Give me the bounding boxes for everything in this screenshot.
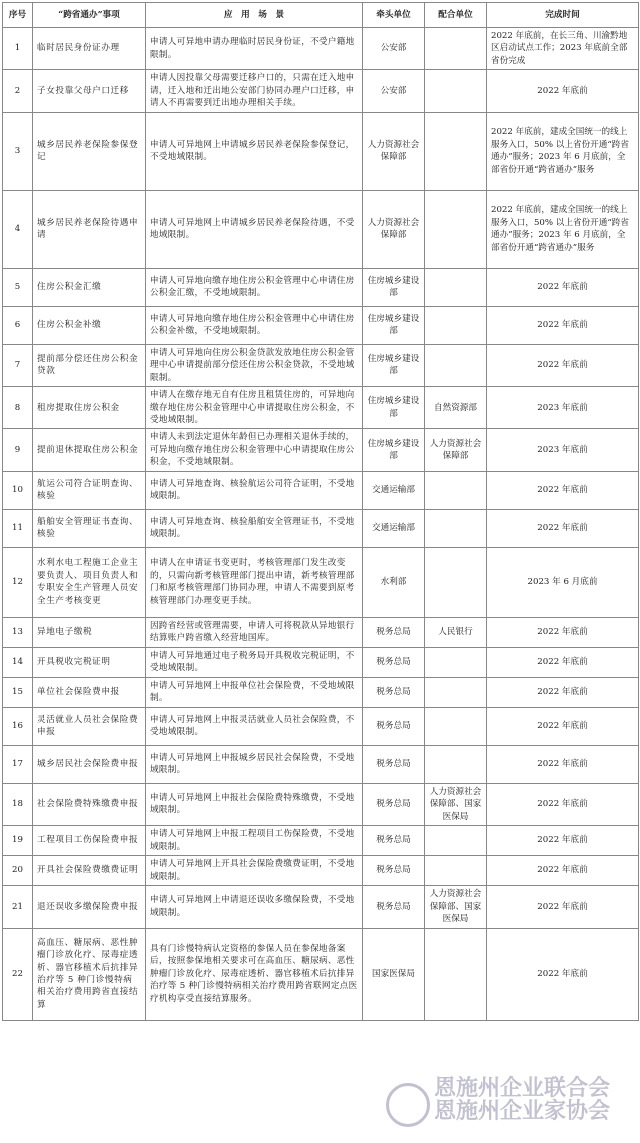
table-row xyxy=(3,429,639,471)
table-cell-scene: 申请人可异地网上申请城乡居民养老保险待遇，不受地域限制。 xyxy=(146,190,363,268)
table-cell-scene: 具有门诊慢特病认定资格的参保人员在参保地备案后，按照参保地相关要求可在高血压、糖尿病、恶性肿瘤门诊放化疗、尿毒症透析、器官移植术后抗排异治疗等 5 种门诊慢特病相关治疗费用跨省联网定点医疗机构享受直接结算服务。 xyxy=(146,928,363,1020)
table-cell-coop xyxy=(425,647,487,677)
table-cell-lead: 水利部 xyxy=(363,547,425,617)
table-cell-lead: 税务总局 xyxy=(363,707,425,745)
table-cell-lead: 税务总局 xyxy=(363,826,425,856)
table-cell-lead: 税务总局 xyxy=(363,617,425,647)
table-cell-time: 2022 年底前 xyxy=(487,509,639,547)
table-cell-lead: 住房城乡建设部 xyxy=(363,387,425,429)
table-cell-lead: 国家医保局 xyxy=(363,928,425,1020)
table-cell-time: 2022 年底前 xyxy=(487,471,639,509)
table-cell-scene: 申请人在申请证书变更时，考核管理部门发生改变的，只需向新考核管理部门提出申请，新考核管理部门和原考核管理部门协同办理，申请人不需要到原考核管理部门办理变更手续。 xyxy=(146,547,363,617)
table-cell-coop: 人民银行 xyxy=(425,617,487,647)
table-cell-lead: 人力资源社会保障部 xyxy=(363,112,425,190)
table-cell-time: 2022 年底前 xyxy=(487,745,639,783)
table-cell-lead: 住房城乡建设部 xyxy=(363,429,425,471)
table-cell-item: 社会保险费特殊缴费申报 xyxy=(33,783,146,825)
table-cell-scene: 申请人可异地网上申报工程项目工伤保险费，不受地域限制。 xyxy=(146,826,363,856)
header-no: 序号 xyxy=(3,3,33,28)
table-cell-item: 开具社会保险费缴费证明 xyxy=(33,856,146,886)
table-cell-item: 城乡居民养老保险待遇申请 xyxy=(33,190,146,268)
table-cell-coop xyxy=(425,547,487,617)
table-cell-lead: 交通运输部 xyxy=(363,471,425,509)
table-cell-time: 2023 年底前 xyxy=(487,387,639,429)
table-cell-scene: 申请人可异地查询、核验船舶安全管理证书，不受地域限制。 xyxy=(146,509,363,547)
table-cell-coop xyxy=(425,344,487,386)
table-row xyxy=(3,509,639,547)
table-cell-scene: 申请人在缴存地无自有住房且租赁住房的，可异地向缴存地住房公积金管理中心申请提取住房公积金，不受地域限制。 xyxy=(146,387,363,429)
table-row xyxy=(3,826,639,856)
table-cell-time: 2022 年底前 xyxy=(487,886,639,928)
table-cell-no: 9 xyxy=(3,429,33,471)
table-cell-coop xyxy=(425,306,487,344)
table-cell-no: 8 xyxy=(3,387,33,429)
table-cell-lead: 税务总局 xyxy=(363,783,425,825)
table-cell-item: 租房提取住房公积金 xyxy=(33,387,146,429)
table-row xyxy=(3,387,639,429)
table-cell-item: 提前退休提取住房公积金 xyxy=(33,429,146,471)
table-cell-time: 2022 年底前 xyxy=(487,268,639,306)
watermark-line1: 恩施州企业联合会 xyxy=(433,1075,610,1101)
table-cell-time: 2022 年底前 xyxy=(487,70,639,112)
table-cell-no: 18 xyxy=(3,783,33,825)
table-cell-item: 提前部分偿还住房公积金贷款 xyxy=(33,344,146,386)
table-cell-time: 2023 年 6 月底前 xyxy=(487,547,639,617)
table-cell-no: 6 xyxy=(3,306,33,344)
table-cell-scene: 因跨省经营或管理需要，申请人可将税款从异地银行结算账户跨省缴入经营地国库。 xyxy=(146,617,363,647)
table-cell-coop xyxy=(425,471,487,509)
table-cell-lead: 税务总局 xyxy=(363,647,425,677)
table-row xyxy=(3,707,639,745)
table-row xyxy=(3,745,639,783)
table-cell-item: 工程项目工伤保险费申报 xyxy=(33,826,146,856)
table-row xyxy=(3,70,639,112)
table-cell-coop xyxy=(425,856,487,886)
table-cell-no: 19 xyxy=(3,826,33,856)
table-row xyxy=(3,471,639,509)
table-cell-scene: 申请人可异地网上申报单位社会保险费，不受地域限制。 xyxy=(146,677,363,707)
table-cell-item: 住房公积金补缴 xyxy=(33,306,146,344)
table-cell-coop xyxy=(425,509,487,547)
table-cell-time: 2022 年底前 xyxy=(487,677,639,707)
table-cell-item: 临时居民身份证办理 xyxy=(33,28,146,70)
table-cell-coop xyxy=(425,268,487,306)
table-cell-lead: 税务总局 xyxy=(363,745,425,783)
table-row xyxy=(3,306,639,344)
table-cell-item: 子女投靠父母户口迁移 xyxy=(33,70,146,112)
watermark xyxy=(434,1077,610,1123)
table-cell-time: 2022 年底前，建成全国统一的线上服务入口，50% 以上省份开通“跨省通办”服务；2023 年 6 月底前，全部省份开通“跨省通办”服务 xyxy=(487,190,639,268)
header-scene: 应 用 场 景 xyxy=(146,3,363,28)
table-cell-no: 5 xyxy=(3,268,33,306)
table-cell-scene: 申请人可异地网上申报灵活就业人员社会保险费，不受地域限制。 xyxy=(146,707,363,745)
table-cell-lead: 住房城乡建设部 xyxy=(363,344,425,386)
table-row xyxy=(3,886,639,928)
table-cell-time: 2022 年底前 xyxy=(487,783,639,825)
table-cell-time: 2022 年底前 xyxy=(487,344,639,386)
table-cell-time: 2022 年底前，在长三角、川渝黔地区启动试点工作；2023 年底前全部省份完成 xyxy=(487,28,639,70)
table-cell-item: 高血压、糖尿病、恶性肿瘤门诊放化疗、尿毒症透析、器官移植术后抗排异治疗等 5 种门诊慢特病相关治疗费用跨省直接结算 xyxy=(33,928,146,1020)
table-cell-item: 单位社会保险费申报 xyxy=(33,677,146,707)
table-cell-item: 异地电子缴税 xyxy=(33,617,146,647)
table-cell-time: 2022 年底前 xyxy=(487,856,639,886)
table-cell-item: 退还误收多缴保险费申报 xyxy=(33,886,146,928)
table-cell-lead: 住房城乡建设部 xyxy=(363,306,425,344)
table-row xyxy=(3,647,639,677)
table-cell-no: 15 xyxy=(3,677,33,707)
table-row xyxy=(3,344,639,386)
header-coop: 配合单位 xyxy=(425,3,487,28)
table-cell-time: 2022 年底前 xyxy=(487,826,639,856)
table-cell-scene: 申请人可异地向缴存地住房公积金管理中心申请住房公积金补缴，不受地域限制。 xyxy=(146,306,363,344)
table-cell-coop: 自然资源部 xyxy=(425,387,487,429)
table-cell-lead: 公安部 xyxy=(363,70,425,112)
table-cell-no: 13 xyxy=(3,617,33,647)
table-cell-time: 2022 年底前 xyxy=(487,617,639,647)
table-cell-item: 住房公积金汇缴 xyxy=(33,268,146,306)
table-cell-coop: 人力资源社会保障部、国家医保局 xyxy=(425,886,487,928)
table-cell-scene: 申请人可异地通过电子税务局开具税收完税证明，不受地域限制。 xyxy=(146,647,363,677)
header-lead: 牵头单位 xyxy=(363,3,425,28)
table-cell-lead: 税务总局 xyxy=(363,677,425,707)
table-cell-coop: 人力资源社会保障部、国家医保局 xyxy=(425,783,487,825)
table-cell-lead: 税务总局 xyxy=(363,886,425,928)
table-cell-no: 2 xyxy=(3,70,33,112)
watermark-logo-icon xyxy=(386,1083,430,1127)
table-cell-no: 14 xyxy=(3,647,33,677)
table-cell-time: 2022 年底前 xyxy=(487,647,639,677)
table-cell-lead: 交通运输部 xyxy=(363,509,425,547)
table-row xyxy=(3,928,639,1020)
table-cell-item: 航运公司符合证明查询、核验 xyxy=(33,471,146,509)
table-cell-scene: 申请人可异地向缴存地住房公积金管理中心申请住房公积金汇缴，不受地域限制。 xyxy=(146,268,363,306)
table-cell-scene: 申请人可异地向住房公积金贷款发放地住房公积金管理中心申请提前部分偿还住房公积金贷款，不受地域限制。 xyxy=(146,344,363,386)
table-cell-time: 2022 年底前 xyxy=(487,707,639,745)
table-row xyxy=(3,268,639,306)
table-cell-no: 7 xyxy=(3,344,33,386)
header-item: “跨省通办”事项 xyxy=(33,3,146,28)
table-cell-item: 灵活就业人员社会保险费申报 xyxy=(33,707,146,745)
table-row xyxy=(3,677,639,707)
table-cell-scene: 申请人可异地网上申请城乡居民养老保险参保登记，不受地域限制。 xyxy=(146,112,363,190)
table-cell-no: 1 xyxy=(3,28,33,70)
table-cell-no: 22 xyxy=(3,928,33,1020)
table-cell-lead: 人力资源社会保障部 xyxy=(363,190,425,268)
table-row xyxy=(3,856,639,886)
header-time: 完成时间 xyxy=(487,3,639,28)
table-cell-scene: 申请人可异地网上申报城乡居民社会保险费，不受地域限制。 xyxy=(146,745,363,783)
table-cell-no: 12 xyxy=(3,547,33,617)
table-cell-coop xyxy=(425,677,487,707)
table-cell-coop xyxy=(425,28,487,70)
table-cell-scene: 申请人可异地网上开具社会保险费缴费证明，不受地域限制。 xyxy=(146,856,363,886)
table-row xyxy=(3,112,639,190)
table-cell-time: 2022 年底前 xyxy=(487,928,639,1020)
table-cell-coop xyxy=(425,190,487,268)
table-cell-item: 城乡居民养老保险参保登记 xyxy=(33,112,146,190)
table-cell-item: 开具税收完税证明 xyxy=(33,647,146,677)
watermark-line2: 恩施州企业家协会 xyxy=(433,1098,610,1124)
table-cell-scene: 申请人因投靠父母需要迁移户口的，只需在迁入地申请，迁入地和迁出地公安部门协同办理户口迁移，申请人不再需要到迁出地办理相关手续。 xyxy=(146,70,363,112)
table-row xyxy=(3,617,639,647)
table-cell-lead: 住房城乡建设部 xyxy=(363,268,425,306)
table-cell-scene: 申请人可异地查询、核验航运公司符合证明，不受地域限制。 xyxy=(146,471,363,509)
table-cell-coop: 人力资源社会保障部 xyxy=(425,429,487,471)
table-cell-coop xyxy=(425,928,487,1020)
table-cell-time: 2022 年底前 xyxy=(487,306,639,344)
table-cell-no: 21 xyxy=(3,886,33,928)
table-cell-no: 17 xyxy=(3,745,33,783)
table-cell-no: 11 xyxy=(3,509,33,547)
table-cell-scene: 申请人可异地申请办理临时居民身份证，不受户籍地限制。 xyxy=(146,28,363,70)
table-row xyxy=(3,547,639,617)
table-cell-time: 2023 年底前 xyxy=(487,429,639,471)
table-cell-scene: 申请人未到法定退休年龄但已办理相关退休手续的，可异地向缴存地住房公积金管理中心申请提取住房公积金，不受地域限制。 xyxy=(146,429,363,471)
table-cell-lead: 公安部 xyxy=(363,28,425,70)
table-cell-item: 城乡居民社会保险费申报 xyxy=(33,745,146,783)
table-cell-scene: 申请人可异地网上申报社会保险费特殊缴费，不受地域限制。 xyxy=(146,783,363,825)
table-cell-no: 16 xyxy=(3,707,33,745)
table-cell-coop xyxy=(425,745,487,783)
table-row xyxy=(3,28,639,70)
table-cell-coop xyxy=(425,112,487,190)
table-row xyxy=(3,190,639,268)
table-cell-item: 水利水电工程施工企业主要负责人、项目负责人和专职安全生产管理人员安全生产考核变更 xyxy=(33,547,146,617)
table-cell-time: 2022 年底前，建成全国统一的线上服务入口，50% 以上省份开通“跨省通办”服务；2023 年 6 月底前，全部省份开通“跨省通办”服务 xyxy=(487,112,639,190)
table-cell-no: 4 xyxy=(3,190,33,268)
table-cell-lead: 税务总局 xyxy=(363,856,425,886)
table-header-row xyxy=(3,3,639,28)
table-cell-no: 10 xyxy=(3,471,33,509)
table-cell-no: 20 xyxy=(3,856,33,886)
table-cell-coop xyxy=(425,707,487,745)
table-row xyxy=(3,783,639,825)
table-cell-coop xyxy=(425,70,487,112)
table-cell-coop xyxy=(425,826,487,856)
table-cell-no: 3 xyxy=(3,112,33,190)
table-cell-scene: 申请人可异地网上申请退还误收多缴保险费，不受地域限制。 xyxy=(146,886,363,928)
cross-province-services-table xyxy=(2,2,639,1021)
table-cell-item: 船舶安全管理证书查询、核验 xyxy=(33,509,146,547)
